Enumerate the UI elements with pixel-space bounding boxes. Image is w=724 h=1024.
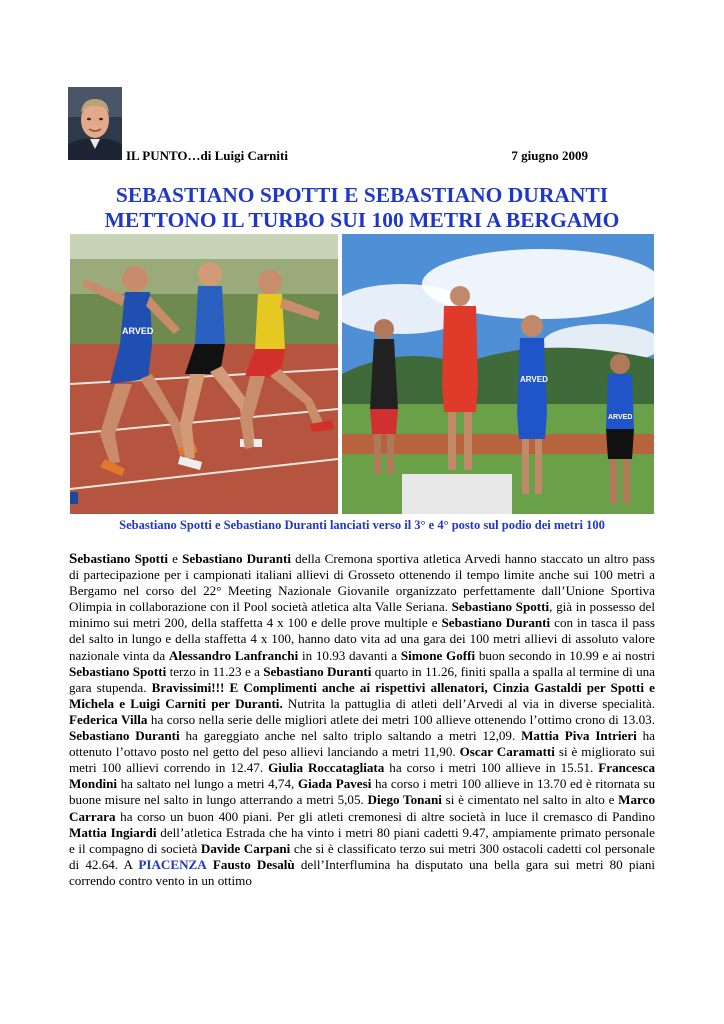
article-text-segment: e	[168, 551, 183, 566]
headline	[70, 183, 654, 233]
article-bold-text: Fausto Desalù	[212, 856, 295, 872]
article-text-segment: ha corso nella serie delle migliori atlete dei metri 100 allieve ottenendo l’ottimo crono di 13.03.	[147, 711, 655, 727]
article-text-segment: quarto in 11.26, finiti spalla a spalla al termine di una gara stupenda.	[69, 663, 655, 695]
article-text-segment: dell’atletica Estrada che ha vinto i metri 80 piani cadetti 9.47, ampiamente primato personale e il compagno di società	[69, 824, 655, 856]
article-bold-text: Mattia Ingiardi	[69, 824, 157, 840]
article-bold-text: Marco Carrara	[69, 792, 655, 824]
article-bold-text: Giulia Roccatagliata	[268, 760, 385, 776]
headline-line-2: METTONO IL TURBO SUI 100 METRI A BERGAMO	[104, 208, 620, 232]
article-bold-text: Federica Villa	[69, 711, 148, 727]
article-bold-text: Bravissimi!!! E Complimenti anche ai rispettivi allenatori, Cinzia Gastaldi per Spotti e Michela e Luigi Carniti per Duranti.	[69, 679, 655, 711]
article-text-segment: Nutrita la pattuglia di atleti dell’Arvedi al via in diverse specialità.	[282, 695, 656, 711]
article-text-segment: ha ottenuto l’ottavo posto nel getto del peso allievi lanciando a metri 11,90.	[69, 728, 655, 760]
article-initial-letter: S	[69, 551, 78, 567]
article-bold-text: Sebastiano Duranti	[263, 663, 372, 679]
article-bold-text: Alessandro Lanfranchi	[168, 647, 299, 663]
article-text-segment: ha gareggiato anche nel salto triplo saltando a metri 12,09.	[179, 728, 522, 744]
article-text	[69, 551, 655, 889]
article-text-segment: con in tasca il pass del salto in lungo e della staffetta 4 x 100, hanno dato vita ad una gara dei 100 metri allievi di assoluto valore nazionale vinta da	[69, 615, 656, 663]
podium-photo	[342, 234, 654, 514]
article-bold-text: Sebastiano Spotti	[451, 599, 550, 615]
article-text-segment: ha saltato nel lungo a metri 4,74,	[117, 776, 298, 792]
article-bold-text: Davide Carpani	[200, 840, 291, 856]
article-text-segment: ha corso un buon 400 piani. Per gli atleti cremonesi di altre società in luce il cremasco di Pandino	[115, 808, 655, 824]
article-bold-text: Sebastiano Duranti	[182, 551, 291, 566]
article-bold-text: ebastiano Spotti	[77, 551, 169, 566]
article-text-segment: che si è classificato terzo sui metri 300 ostacoli cadetti col personale di 42.64. A	[69, 840, 655, 872]
article-bold-text: Giada Pavesi	[297, 776, 372, 792]
column-header	[126, 148, 588, 164]
article-text-segment: della Cremona sportiva atletica Arvedi hanno staccato un altro pass di partecipazione per i campionati italiani allievi di Grosseto ottenendo il tempo limite anche sui 100 metri a Bergamo nel corso del 22° Meeting Nazionale Giovanile organizzato perfettamente dall’Unione Sportiva Olimpia in collaborazione con il Pool società atletica alta Valle Seriana.	[69, 551, 655, 615]
article-text-segment: si è cimentato nel salto in alto e	[441, 792, 619, 808]
article-bold-text: Sebastiano Spotti	[69, 663, 167, 679]
article-body	[69, 551, 655, 889]
author-photo	[68, 87, 122, 160]
photo-caption: Sebastiano Spotti e Sebastiano Duranti lanciati verso il 3° e 4° posto sul podio dei metri 100	[119, 518, 605, 532]
article-date: 7 giugno 2009	[511, 148, 588, 163]
column-title: IL PUNTO…di Luigi Carniti	[126, 148, 288, 163]
article-text-segment: in 10.93 davanti a	[298, 647, 401, 663]
article-text-segment: dell’Interflumina ha disputato una bella gara sui metri 80 piani correndo contro vento in un ottimo	[69, 856, 656, 888]
article-text-segment: ha corso i metri 100 allieve in 15.51.	[384, 760, 599, 776]
article-text-segment: buon secondo in 10.99 e ai nostri	[475, 647, 655, 663]
article-bold-text: Mattia Piva Intrieri	[521, 728, 637, 744]
article-text-segment: , già in possesso del minimo sui metri 200, della staffetta 4 x 100 e delle prove multiple e	[69, 599, 655, 631]
article-bold-text: Diego Tonani	[367, 792, 442, 808]
article-bold-text: Francesca Mondini	[69, 760, 655, 792]
article-location: PIACENZA	[138, 856, 207, 872]
article-text-segment: si è migliorato sui metri 100 allievi correndo in 12.47.	[69, 744, 656, 776]
article-bold-text: Sebastiano Duranti	[441, 615, 551, 631]
article-bold-text: Sebastiano Duranti	[69, 728, 180, 744]
headline-line-1: SEBASTIANO SPOTTI E SEBASTIANO DURANTI	[115, 183, 609, 207]
athlete-bib-3: ARVED	[520, 375, 548, 384]
article-bold-text: Simone Goffi	[400, 647, 476, 663]
sprint-race-photo	[70, 234, 338, 514]
article-text-segment: terzo in 11.23 e a	[166, 663, 264, 679]
article-text-segment: ha corso i metri 100 allieve in 13.70 ed è ritornata su buone misure nel salto in lungo atterrando a metri 5,05.	[69, 776, 656, 808]
runner-bib-1: ARVED	[122, 326, 154, 336]
article-bold-text: Oscar Caramatti	[459, 744, 555, 760]
athlete-bib-4: ARVED	[608, 414, 633, 421]
